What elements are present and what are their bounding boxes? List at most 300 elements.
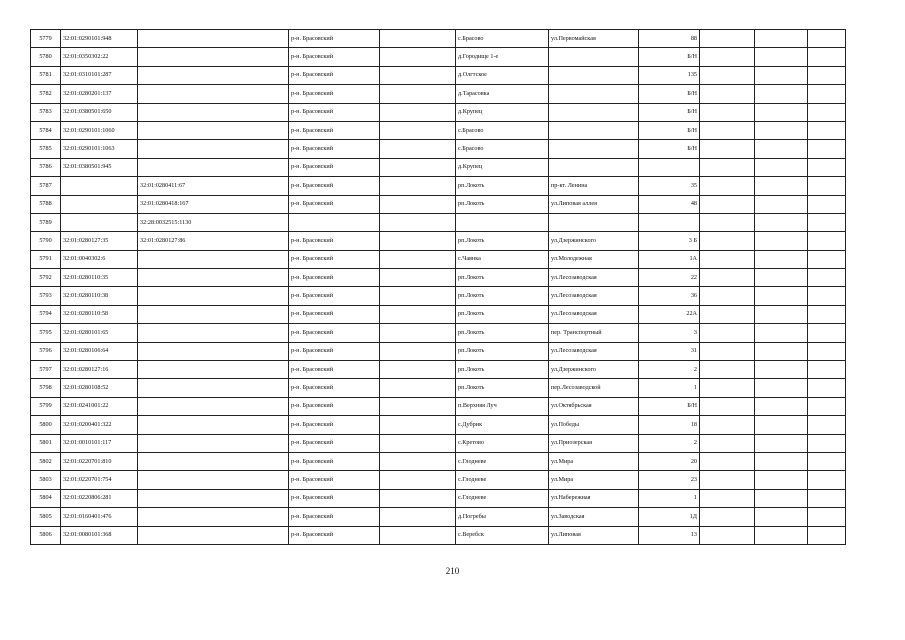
empty-cell xyxy=(808,397,846,415)
empty-cell xyxy=(755,324,808,342)
house-number-cell: 1 xyxy=(639,379,700,397)
house-number-cell xyxy=(639,213,700,231)
row-number-cell: 5800 xyxy=(31,416,61,434)
empty-cell xyxy=(700,452,755,470)
table-row xyxy=(31,232,846,250)
empty-cell xyxy=(700,158,755,176)
row-number-cell: 5782 xyxy=(31,85,61,103)
table-row xyxy=(31,452,846,470)
district-cell xyxy=(289,213,380,231)
house-number-cell: 88 xyxy=(639,30,700,48)
house-number-cell: 1Д xyxy=(639,508,700,526)
cadastral-number-cell: 32:01:0280108:52 xyxy=(61,379,138,397)
street-cell: ул.Лесозаводская xyxy=(549,342,639,360)
cadastral-number-cell: 32:01:0220701:810 xyxy=(61,452,138,470)
empty-cell xyxy=(808,85,846,103)
house-number-cell: Б/Н xyxy=(639,140,700,158)
locality-cell xyxy=(456,213,549,231)
empty-cell xyxy=(700,342,755,360)
parent-cadastral-number-cell xyxy=(138,508,289,526)
empty-cell xyxy=(755,121,808,139)
row-number-cell: 5798 xyxy=(31,379,61,397)
empty-cell xyxy=(700,508,755,526)
street-cell: ул.Лесозаводская xyxy=(549,305,639,323)
cadastral-number-cell: 32:01:0350302:22 xyxy=(61,48,138,66)
parent-cadastral-number-cell xyxy=(138,526,289,544)
district-cell: р-н. Брасовский xyxy=(289,434,380,452)
empty-cell xyxy=(808,140,846,158)
blank-cell xyxy=(380,177,456,195)
empty-cell xyxy=(755,287,808,305)
street-cell xyxy=(549,121,639,139)
house-number-cell: 22 xyxy=(639,269,700,287)
empty-cell xyxy=(808,361,846,379)
empty-cell xyxy=(808,269,846,287)
house-number-cell: Б/Н xyxy=(639,121,700,139)
locality-cell: рп.Локоть xyxy=(456,379,549,397)
house-number-cell: 3 Б xyxy=(639,232,700,250)
locality-cell: с.Чаянка xyxy=(456,250,549,268)
empty-cell xyxy=(755,361,808,379)
table-row xyxy=(31,121,846,139)
locality-cell: рп.Локоть xyxy=(456,195,549,213)
house-number-cell: 36 xyxy=(639,287,700,305)
street-cell: ул.Дзержинского xyxy=(549,361,639,379)
parent-cadastral-number-cell xyxy=(138,305,289,323)
district-cell: р-н. Брасовский xyxy=(289,250,380,268)
empty-cell xyxy=(808,195,846,213)
locality-cell: с.Брасово xyxy=(456,140,549,158)
empty-cell xyxy=(808,379,846,397)
table-row xyxy=(31,85,846,103)
district-cell: р-н. Брасовский xyxy=(289,416,380,434)
street-cell: ул.Лесозаводская xyxy=(549,269,639,287)
row-number-cell: 5803 xyxy=(31,471,61,489)
street-cell: ул.Первомайская xyxy=(549,30,639,48)
house-number-cell: 31 xyxy=(639,342,700,360)
parent-cadastral-number-cell: 32:01:0280127:86 xyxy=(138,232,289,250)
blank-cell xyxy=(380,489,456,507)
cadastral-number-cell: 32:01:0080101:368 xyxy=(61,526,138,544)
parent-cadastral-number-cell xyxy=(138,434,289,452)
street-cell xyxy=(549,103,639,121)
parent-cadastral-number-cell xyxy=(138,140,289,158)
table-row xyxy=(31,434,846,452)
empty-cell xyxy=(755,250,808,268)
parent-cadastral-number-cell xyxy=(138,121,289,139)
parent-cadastral-number-cell xyxy=(138,489,289,507)
district-cell: р-н. Брасовский xyxy=(289,30,380,48)
row-number-cell: 5802 xyxy=(31,452,61,470)
locality-cell: рп.Локоть xyxy=(456,305,549,323)
blank-cell xyxy=(380,121,456,139)
street-cell: пер. Транспортный xyxy=(549,324,639,342)
blank-cell xyxy=(380,85,456,103)
blank-cell xyxy=(380,213,456,231)
table-row xyxy=(31,177,846,195)
blank-cell xyxy=(380,305,456,323)
district-cell: р-н. Брасовский xyxy=(289,305,380,323)
row-number-cell: 5795 xyxy=(31,324,61,342)
cadastral-number-cell xyxy=(61,195,138,213)
street-cell: ул.Октябрьская xyxy=(549,397,639,415)
blank-cell xyxy=(380,269,456,287)
register-table-body xyxy=(31,30,846,545)
house-number-cell: 35 xyxy=(639,177,700,195)
locality-cell: рп.Локоть xyxy=(456,342,549,360)
parent-cadastral-number-cell xyxy=(138,103,289,121)
house-number-cell: 13 xyxy=(639,526,700,544)
cadastral-number-cell: 32:01:0290101:1060 xyxy=(61,121,138,139)
street-cell: ул.Липовая аллея xyxy=(549,195,639,213)
house-number-cell: 18 xyxy=(639,416,700,434)
house-number-cell: 22А xyxy=(639,305,700,323)
district-cell: р-н. Брасовский xyxy=(289,66,380,84)
cadastral-number-cell: 32:01:0380501:945 xyxy=(61,158,138,176)
cadastral-number-cell: 32:01:0040302:6 xyxy=(61,250,138,268)
empty-cell xyxy=(755,177,808,195)
table-row xyxy=(31,489,846,507)
empty-cell xyxy=(808,471,846,489)
empty-cell xyxy=(700,397,755,415)
blank-cell xyxy=(380,66,456,84)
empty-cell xyxy=(755,140,808,158)
district-cell: р-н. Брасовский xyxy=(289,342,380,360)
blank-cell xyxy=(380,471,456,489)
district-cell: р-н. Брасовский xyxy=(289,48,380,66)
street-cell: ул.Мира xyxy=(549,471,639,489)
parent-cadastral-number-cell xyxy=(138,361,289,379)
street-cell: ул.Лесозаводская xyxy=(549,287,639,305)
empty-cell xyxy=(808,177,846,195)
blank-cell xyxy=(380,103,456,121)
cadastral-number-cell: 32:01:0200401:322 xyxy=(61,416,138,434)
empty-cell xyxy=(808,250,846,268)
table-row xyxy=(31,103,846,121)
district-cell: р-н. Брасовский xyxy=(289,232,380,250)
empty-cell xyxy=(755,158,808,176)
row-number-cell: 5780 xyxy=(31,48,61,66)
parent-cadastral-number-cell xyxy=(138,250,289,268)
table-row xyxy=(31,195,846,213)
parent-cadastral-number-cell: 32:28:0032515:1130 xyxy=(138,213,289,231)
locality-cell: п.Верхняя Луч xyxy=(456,397,549,415)
empty-cell xyxy=(808,158,846,176)
table-row xyxy=(31,397,846,415)
empty-cell xyxy=(700,48,755,66)
blank-cell xyxy=(380,140,456,158)
table-row xyxy=(31,416,846,434)
blank-cell xyxy=(380,195,456,213)
parent-cadastral-number-cell xyxy=(138,48,289,66)
cadastral-number-cell: 32:01:0160401:476 xyxy=(61,508,138,526)
house-number-cell: Б/Н xyxy=(639,397,700,415)
row-number-cell: 5779 xyxy=(31,30,61,48)
row-number-cell: 5791 xyxy=(31,250,61,268)
locality-cell: с.Веребск xyxy=(456,526,549,544)
district-cell: р-н. Брасовский xyxy=(289,177,380,195)
table-row xyxy=(31,269,846,287)
district-cell: р-н. Брасовский xyxy=(289,140,380,158)
district-cell: р-н. Брасовский xyxy=(289,103,380,121)
table-row xyxy=(31,379,846,397)
house-number-cell: Б/Н xyxy=(639,48,700,66)
table-row xyxy=(31,30,846,48)
row-number-cell: 5794 xyxy=(31,305,61,323)
row-number-cell: 5786 xyxy=(31,158,61,176)
empty-cell xyxy=(700,287,755,305)
cadastral-number-cell xyxy=(61,177,138,195)
street-cell: ул.Приозерская xyxy=(549,434,639,452)
district-cell: р-н. Брасовский xyxy=(289,489,380,507)
cadastral-number-cell: 32:01:0290101:948 xyxy=(61,30,138,48)
district-cell: р-н. Брасовский xyxy=(289,195,380,213)
table-row xyxy=(31,305,846,323)
cadastral-number-cell: 32:01:0280110:38 xyxy=(61,287,138,305)
table-row xyxy=(31,287,846,305)
empty-cell xyxy=(700,85,755,103)
table-row xyxy=(31,361,846,379)
row-number-cell: 5783 xyxy=(31,103,61,121)
empty-cell xyxy=(755,48,808,66)
empty-cell xyxy=(700,140,755,158)
district-cell: р-н. Брасовский xyxy=(289,379,380,397)
empty-cell xyxy=(755,213,808,231)
blank-cell xyxy=(380,452,456,470)
table-row xyxy=(31,471,846,489)
parent-cadastral-number-cell xyxy=(138,158,289,176)
blank-cell xyxy=(380,342,456,360)
street-cell: ул.Мира xyxy=(549,452,639,470)
parent-cadastral-number-cell xyxy=(138,342,289,360)
empty-cell xyxy=(700,30,755,48)
empty-cell xyxy=(755,397,808,415)
street-cell: ул.Заводская xyxy=(549,508,639,526)
row-number-cell: 5805 xyxy=(31,508,61,526)
empty-cell xyxy=(755,434,808,452)
empty-cell xyxy=(700,305,755,323)
house-number-cell: 48 xyxy=(639,195,700,213)
house-number-cell: 135 xyxy=(639,66,700,84)
parent-cadastral-number-cell xyxy=(138,269,289,287)
district-cell: р-н. Брасовский xyxy=(289,452,380,470)
street-cell xyxy=(549,158,639,176)
row-number-cell: 5799 xyxy=(31,397,61,415)
locality-cell: д.Крупец xyxy=(456,158,549,176)
district-cell: р-н. Брасовский xyxy=(289,508,380,526)
house-number-cell: Б/Н xyxy=(639,103,700,121)
house-number-cell: 2 xyxy=(639,361,700,379)
table-row xyxy=(31,526,846,544)
locality-cell: д.Крупец xyxy=(456,103,549,121)
empty-cell xyxy=(755,305,808,323)
empty-cell xyxy=(755,416,808,434)
table-row xyxy=(31,508,846,526)
blank-cell xyxy=(380,232,456,250)
empty-cell xyxy=(700,232,755,250)
table-row xyxy=(31,342,846,360)
cadastral-number-cell: 32:01:0290101:1063 xyxy=(61,140,138,158)
district-cell: р-н. Брасовский xyxy=(289,269,380,287)
blank-cell xyxy=(380,416,456,434)
house-number-cell: 1А xyxy=(639,250,700,268)
cadastral-number-cell: 32:01:0241001:22 xyxy=(61,397,138,415)
district-cell: р-н. Брасовский xyxy=(289,85,380,103)
locality-cell: с.Глодневе xyxy=(456,489,549,507)
blank-cell xyxy=(380,250,456,268)
empty-cell xyxy=(700,177,755,195)
locality-cell: рп.Локоть xyxy=(456,287,549,305)
street-cell xyxy=(549,140,639,158)
empty-cell xyxy=(808,48,846,66)
house-number-cell: 3 xyxy=(639,324,700,342)
empty-cell xyxy=(808,508,846,526)
table-row xyxy=(31,250,846,268)
cadastral-number-cell xyxy=(61,213,138,231)
empty-cell xyxy=(755,379,808,397)
empty-cell xyxy=(808,305,846,323)
parent-cadastral-number-cell xyxy=(138,30,289,48)
locality-cell: д.Городище 1-е xyxy=(456,48,549,66)
locality-cell: с.Глодневе xyxy=(456,452,549,470)
blank-cell xyxy=(380,508,456,526)
empty-cell xyxy=(808,416,846,434)
district-cell: р-н. Брасовский xyxy=(289,158,380,176)
empty-cell xyxy=(700,213,755,231)
empty-cell xyxy=(755,66,808,84)
locality-cell: д.Тарасовка xyxy=(456,85,549,103)
empty-cell xyxy=(808,287,846,305)
house-number-cell: 20 xyxy=(639,452,700,470)
district-cell: р-н. Брасовский xyxy=(289,324,380,342)
blank-cell xyxy=(380,30,456,48)
empty-cell xyxy=(808,434,846,452)
empty-cell xyxy=(808,213,846,231)
empty-cell xyxy=(700,471,755,489)
locality-cell: рп.Локоть xyxy=(456,361,549,379)
empty-cell xyxy=(755,471,808,489)
empty-cell xyxy=(755,508,808,526)
empty-cell xyxy=(700,526,755,544)
locality-cell: рп.Локоть xyxy=(456,232,549,250)
empty-cell xyxy=(808,30,846,48)
row-number-cell: 5785 xyxy=(31,140,61,158)
row-number-cell: 5792 xyxy=(31,269,61,287)
locality-cell: с.Кретово xyxy=(456,434,549,452)
empty-cell xyxy=(700,250,755,268)
row-number-cell: 5789 xyxy=(31,213,61,231)
house-number-cell: 1 xyxy=(639,489,700,507)
page-number: 210 xyxy=(445,566,460,576)
row-number-cell: 5806 xyxy=(31,526,61,544)
empty-cell xyxy=(755,103,808,121)
district-cell: р-н. Брасовский xyxy=(289,526,380,544)
district-cell: р-н. Брасовский xyxy=(289,397,380,415)
house-number-cell: Б/Н xyxy=(639,85,700,103)
table-row xyxy=(31,140,846,158)
empty-cell xyxy=(808,489,846,507)
empty-cell xyxy=(700,269,755,287)
cadastral-number-cell: 32:01:0280101:65 xyxy=(61,324,138,342)
blank-cell xyxy=(380,379,456,397)
table-row xyxy=(31,66,846,84)
parent-cadastral-number-cell xyxy=(138,452,289,470)
empty-cell xyxy=(808,232,846,250)
cadastral-number-cell: 32:01:0010101:117 xyxy=(61,434,138,452)
parent-cadastral-number-cell xyxy=(138,324,289,342)
empty-cell xyxy=(700,416,755,434)
table-row xyxy=(31,158,846,176)
cadastral-number-cell: 32:01:0280106:64 xyxy=(61,342,138,360)
empty-cell xyxy=(755,452,808,470)
empty-cell xyxy=(700,103,755,121)
row-number-cell: 5781 xyxy=(31,66,61,84)
empty-cell xyxy=(700,66,755,84)
empty-cell xyxy=(808,526,846,544)
blank-cell xyxy=(380,361,456,379)
empty-cell xyxy=(755,85,808,103)
empty-cell xyxy=(700,121,755,139)
empty-cell xyxy=(700,379,755,397)
blank-cell xyxy=(380,526,456,544)
locality-cell: рп.Локоть xyxy=(456,324,549,342)
empty-cell xyxy=(808,66,846,84)
empty-cell xyxy=(808,342,846,360)
empty-cell xyxy=(755,342,808,360)
cadastral-number-cell: 32:01:0280127:35 xyxy=(61,232,138,250)
street-cell: пр-кт. Ленина xyxy=(549,177,639,195)
empty-cell xyxy=(700,324,755,342)
empty-cell xyxy=(755,489,808,507)
empty-cell xyxy=(700,361,755,379)
blank-cell xyxy=(380,48,456,66)
row-number-cell: 5796 xyxy=(31,342,61,360)
empty-cell xyxy=(808,324,846,342)
locality-cell: с.Брасово xyxy=(456,121,549,139)
row-number-cell: 5790 xyxy=(31,232,61,250)
locality-cell: с.Брасово xyxy=(456,30,549,48)
cadastral-number-cell: 32:01:0280127:16 xyxy=(61,361,138,379)
empty-cell xyxy=(755,269,808,287)
parent-cadastral-number-cell xyxy=(138,471,289,489)
empty-cell xyxy=(755,195,808,213)
parent-cadastral-number-cell xyxy=(138,397,289,415)
empty-cell xyxy=(700,489,755,507)
row-number-cell: 5784 xyxy=(31,121,61,139)
empty-cell xyxy=(700,195,755,213)
locality-cell: с.Дубрик xyxy=(456,416,549,434)
parent-cadastral-number-cell xyxy=(138,416,289,434)
blank-cell xyxy=(380,397,456,415)
row-number-cell: 5797 xyxy=(31,361,61,379)
street-cell xyxy=(549,85,639,103)
blank-cell xyxy=(380,158,456,176)
cadastral-number-cell: 32:01:0220701:754 xyxy=(61,471,138,489)
parent-cadastral-number-cell xyxy=(138,287,289,305)
parent-cadastral-number-cell: 32:01:0280418:167 xyxy=(138,195,289,213)
street-cell: ул.Липовая xyxy=(549,526,639,544)
district-cell: р-н. Брасовский xyxy=(289,361,380,379)
row-number-cell: 5801 xyxy=(31,434,61,452)
table-row xyxy=(31,324,846,342)
district-cell: р-н. Брасовский xyxy=(289,121,380,139)
street-cell xyxy=(549,66,639,84)
empty-cell xyxy=(808,121,846,139)
locality-cell: д.Погребы xyxy=(456,508,549,526)
district-cell: р-н. Брасовский xyxy=(289,287,380,305)
street-cell: ул.Набережная xyxy=(549,489,639,507)
empty-cell xyxy=(755,232,808,250)
